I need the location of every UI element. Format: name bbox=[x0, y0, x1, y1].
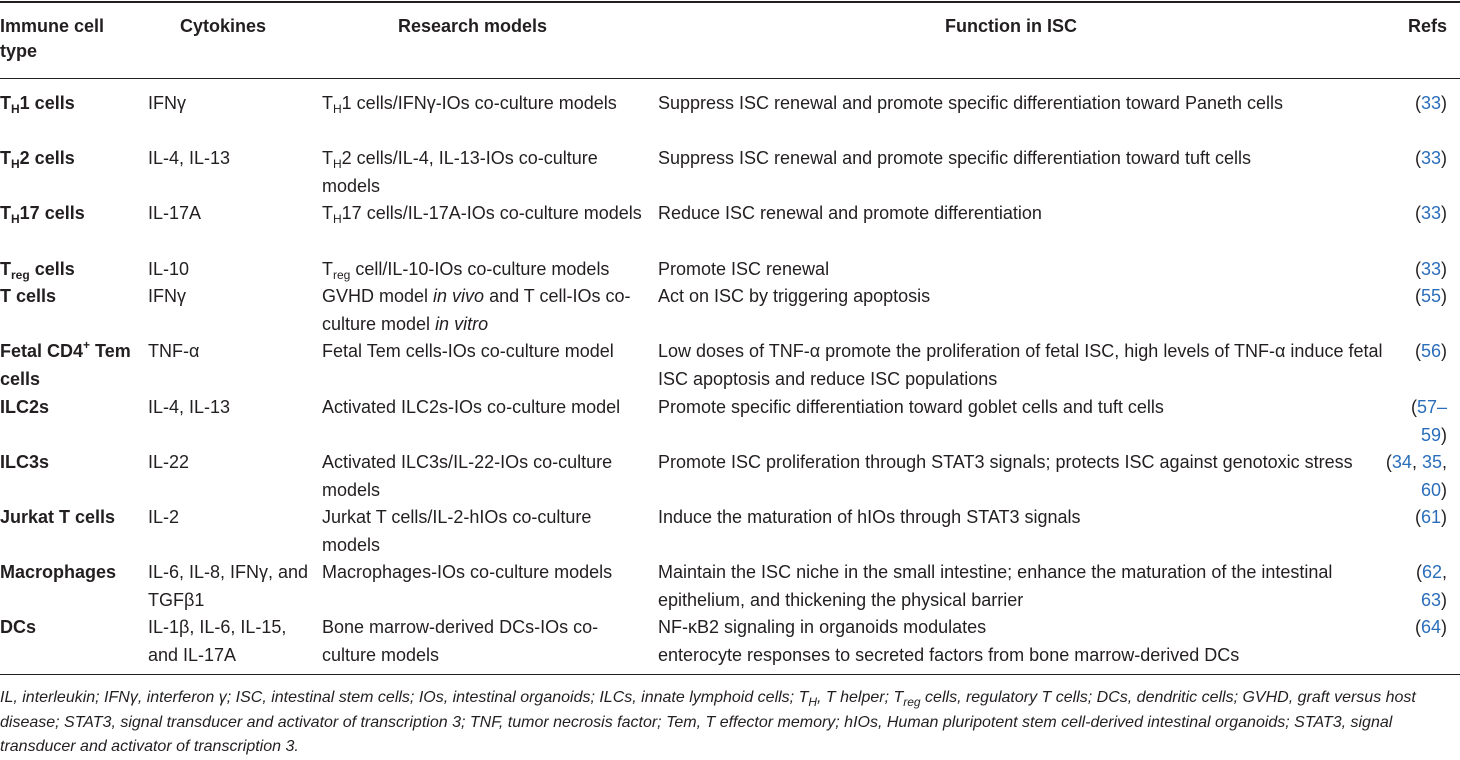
cytokines: IL-17A bbox=[148, 203, 202, 223]
function: Low doses of TNF-α promote the proliferation of fetal ISC, high levels of TNF-α induce fetal ISC apoptosis and reduce ISC populations bbox=[658, 341, 1383, 389]
ref-link[interactable]: 34 bbox=[1391, 452, 1412, 472]
function: Promote ISC renewal bbox=[658, 259, 830, 279]
cell-type: $T_H1$ cells bbox=[0, 93, 75, 116]
cell-type: $T_H2$ cells bbox=[0, 148, 75, 171]
ref-link[interactable]: 57–59 bbox=[1416, 397, 1447, 445]
ref-link[interactable]: 63 bbox=[1420, 589, 1441, 610]
reference: (33) bbox=[1414, 148, 1447, 168]
cell-type: DCs bbox=[0, 617, 37, 637]
research-model: $T_H1$ cells/IFNγ-IOs co-culture models bbox=[322, 93, 617, 116]
reference: (61) bbox=[1414, 507, 1447, 527]
reference: (62, 63) bbox=[1415, 562, 1447, 610]
reference: (57–59) bbox=[1410, 397, 1447, 445]
research-model: Activated ILC2s-IOs co-culture model bbox=[322, 397, 621, 417]
ref-link[interactable]: 61 bbox=[1420, 507, 1441, 527]
research-model: Macrophages-IOs co-culture models bbox=[322, 562, 613, 582]
reference: (56) bbox=[1414, 341, 1447, 361]
research-model: GVHD model in vivo and T cell-IOs co-culture model in vitro bbox=[322, 286, 631, 334]
cytokines: IFNγ bbox=[148, 286, 186, 306]
header-refs: Refs bbox=[1407, 16, 1447, 36]
cell-type: $T_H17$ cells bbox=[0, 203, 85, 226]
ref-link[interactable]: 33 bbox=[1420, 148, 1441, 168]
reference: (64) bbox=[1414, 617, 1447, 637]
function: Induce the maturation of hIOs through STAT3 signals bbox=[658, 507, 1081, 527]
cell-type: Macrophages bbox=[0, 562, 117, 582]
ref-link[interactable]: 56 bbox=[1420, 341, 1441, 361]
research-model: $T_H2$ cells/IL-4, IL-13-IOs co-culture models bbox=[322, 148, 598, 196]
reference: (33) bbox=[1414, 203, 1447, 223]
cell-type: ILC3s bbox=[0, 452, 50, 472]
function: Suppress ISC renewal and promote specific differentiation toward Paneth cells bbox=[658, 93, 1284, 113]
function: NF-κB2 signaling in organoids modulates enterocyte responses to secreted factors from bone marrow-derived DCs bbox=[658, 617, 1240, 665]
function: Maintain the ISC niche in the small intestine; enhance the maturation of the intestinal epithelium, and thickening the physical barrier bbox=[658, 562, 1333, 610]
research-model: Activated ILC3s/IL-22-IOs co-culture models bbox=[322, 452, 613, 500]
cell-type: Fetal CD4+ Tem cells bbox=[0, 338, 131, 389]
cytokines: IL-4, IL-13 bbox=[148, 397, 231, 417]
research-model: $T_H17$ cells/IL-17A-IOs co-culture models bbox=[322, 203, 642, 226]
ref-link[interactable]: 33 bbox=[1420, 93, 1441, 113]
research-model: Jurkat T cells/IL-2-hIOs co-culture models bbox=[322, 507, 592, 555]
research-model: Bone marrow-derived DCs-IOs co-culture models bbox=[322, 617, 599, 665]
function: Act on ISC by triggering apoptosis bbox=[658, 286, 931, 306]
ref-link[interactable]: 60 bbox=[1420, 479, 1441, 500]
research-model: $T_{reg}$ cell/IL-10-IOs co-culture models bbox=[322, 259, 610, 282]
header-rule bbox=[0, 78, 1460, 79]
ref-link[interactable]: 62 bbox=[1421, 562, 1442, 582]
ref-link[interactable]: 33 bbox=[1420, 259, 1441, 279]
table-footnote: IL, interleukin; IFNγ, interferon γ; ISC, intestinal stem cells; IOs, intestinal organoids; ILCs, innate lymphoid cells; $T_H$, T helper; $T_{reg}$ cells, regulatory T cells; DCs, dendritic cells; GVHD, graft versus host disease; STAT3, signal transducer and activator of transcription 3; TNF, tumor necrosis factor; Tem, T effector memory; hIOs, Human pluripotent stem cell-derived intestinal organoids; STAT3, signal transducer and activator of transcription 3. bbox=[0, 689, 1416, 755]
cell-type: Jurkat T cells bbox=[0, 507, 116, 527]
reference: (33) bbox=[1414, 259, 1447, 279]
ref-link[interactable]: 64 bbox=[1420, 617, 1441, 637]
cytokines: IL-2 bbox=[148, 507, 180, 527]
header-research-models: Research models bbox=[398, 16, 548, 36]
table-top-rule bbox=[0, 1, 1460, 3]
reference: (33) bbox=[1414, 93, 1447, 113]
cytokines: TNF-α bbox=[148, 341, 200, 361]
cell-type: $T_{reg}$ cells bbox=[0, 259, 75, 282]
cytokines: IL-6, IL-8, IFNγ, and TGFβ1 bbox=[148, 562, 309, 610]
ref-link[interactable]: 35 bbox=[1421, 452, 1442, 472]
cytokines: IFNγ bbox=[148, 93, 186, 113]
ref-link[interactable]: 55 bbox=[1420, 286, 1441, 306]
reference: (55) bbox=[1414, 286, 1447, 306]
research-model: Fetal Tem cells-IOs co-culture model bbox=[322, 341, 614, 361]
cytokines: IL-10 bbox=[148, 259, 190, 279]
function: Suppress ISC renewal and promote specific differentiation toward tuft cells bbox=[658, 148, 1251, 168]
ref-link[interactable]: 33 bbox=[1420, 203, 1441, 223]
cell-type: ILC2s bbox=[0, 397, 50, 417]
cell-type: T cells bbox=[0, 286, 57, 306]
header-cytokines: Cytokines bbox=[180, 16, 267, 36]
header-immune-cell-type: Immune cell type bbox=[0, 16, 105, 61]
cytokines: IL-1β, IL-6, IL-15, and IL-17A bbox=[148, 617, 287, 665]
function: Promote specific differentiation toward goblet cells and tuft cells bbox=[658, 397, 1164, 417]
function: Promote ISC proliferation through STAT3 signals; protects ISC against genotoxic stress bbox=[658, 452, 1353, 472]
reference: (34, 35, 60) bbox=[1385, 452, 1447, 500]
cytokines: IL-22 bbox=[148, 452, 190, 472]
header-function: Function in ISC bbox=[945, 16, 1077, 36]
cytokines: IL-4, IL-13 bbox=[148, 148, 231, 168]
table-bottom-rule bbox=[0, 674, 1460, 675]
function: Reduce ISC renewal and promote differentiation bbox=[658, 203, 1042, 223]
